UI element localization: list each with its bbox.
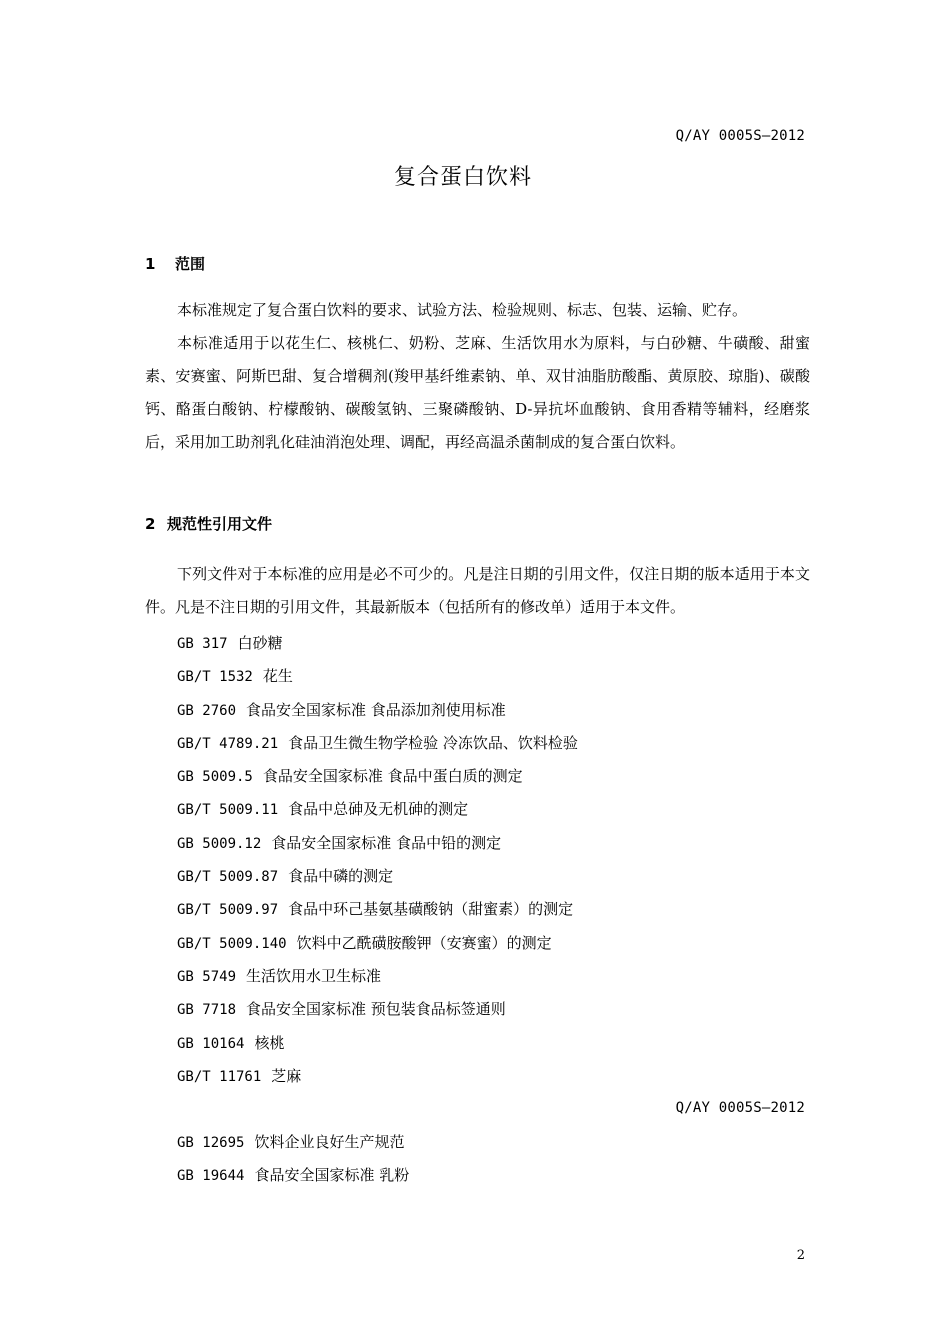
- reference-item: [177, 793, 578, 826]
- reference-item: [177, 694, 578, 727]
- reference-name: 饮料中乙酰磺胺酸钾（安赛蜜）的测定: [296, 933, 552, 952]
- header-standard-code: Q/AY 0005S—2012: [675, 128, 805, 144]
- reference-name: 食品中环己基氨基磺酸钠（甜蜜素）的测定: [288, 900, 574, 919]
- section-2-number: 2: [145, 515, 156, 533]
- reference-code: GB/T 5009.97: [177, 902, 279, 919]
- reference-code: GB 19644: [177, 1168, 245, 1185]
- reference-code: GB/T 4789.21: [177, 735, 279, 752]
- reference-item: [177, 1027, 578, 1060]
- reference-item: [177, 727, 578, 760]
- section-1-paragraph-2: 本标准适用于以花生仁、核桃仁、奶粉、芝麻、生活饮用水为原料，与白砂糖、牛磺酸、甜蜜素、安赛蜜、阿斯巴甜、复合增稠剂(羧甲基纤维素钠、单、双甘油脂肪酸酯、黄原胶、琼脂)、碳酸钙、酪蛋白酸钠、柠檬酸钠、碳酸氢钠、三聚磷酸钠、D-异抗坏血酸钠、食用香精等辅料，经磨浆后，采用加工助剂乳化硅油消泡处理、调配，再经高温杀菌制成的复合蛋白饮料。: [145, 334, 810, 451]
- mid-page-standard-code: Q/AY 0005S—2012: [675, 1100, 805, 1116]
- reference-code: GB/T 5009.87: [177, 869, 279, 886]
- reference-item: [177, 1060, 578, 1093]
- reference-name: 食品卫生微生物学检验 冷冻饮品、饮料检验: [288, 733, 578, 752]
- page-number: 2: [796, 1248, 805, 1263]
- reference-code: GB 5749: [177, 968, 237, 985]
- reference-name: 核桃: [254, 1033, 285, 1052]
- reference-code: GB 5009.12: [177, 835, 262, 852]
- reference-name: 花生: [262, 667, 293, 686]
- reference-name: 饮料企业良好生产规范: [254, 1133, 405, 1151]
- reference-code: GB 5009.5: [177, 769, 253, 786]
- reference-name: 食品中总砷及无机砷的测定: [288, 800, 469, 819]
- reference-item: [177, 893, 578, 926]
- reference-code: GB/T 5009.140: [177, 935, 287, 952]
- reference-name: 芝麻: [271, 1066, 302, 1085]
- reference-code: GB 7718: [177, 1002, 237, 1019]
- reference-code: GB/T 1532: [177, 669, 253, 686]
- reference-code: GB 10164: [177, 1035, 245, 1052]
- section-2-paragraph-1: 下列文件对于本标准的应用是必不可少的。凡是注日期的引用文件，仅注日期的版本适用于本文件。凡是不注日期的引用文件，其最新版本（包括所有的修改单）适用于本文件。: [145, 565, 810, 616]
- reference-item: [177, 627, 578, 660]
- reference-name: 食品安全国家标准 乳粉: [254, 1166, 410, 1185]
- section-1-heading: [145, 253, 205, 274]
- reference-code: GB 2760: [177, 702, 237, 719]
- reference-name: 生活饮用水卫生标准: [246, 966, 382, 985]
- section-1-number: 1: [145, 255, 156, 273]
- section-2-heading: [145, 513, 272, 534]
- document-title: 复合蛋白饮料: [393, 165, 532, 190]
- section-2-title: 规范性引用文件: [167, 515, 273, 533]
- reference-item: [177, 760, 578, 793]
- reference-code: GB/T 5009.11: [177, 802, 279, 819]
- reference-item: [177, 860, 578, 893]
- reference-item: [177, 1126, 409, 1159]
- reference-item: [177, 927, 578, 960]
- reference-name: 食品安全国家标准 预包装食品标签通则: [246, 1000, 506, 1019]
- reference-code: GB 12695: [177, 1135, 245, 1151]
- reference-item: [177, 660, 578, 693]
- section-1-paragraph-1: 本标准规定了复合蛋白饮料的要求、试验方法、检验规则、标志、包装、运输、贮存。: [177, 301, 748, 319]
- reference-item: [177, 827, 578, 860]
- reference-item: [177, 1159, 409, 1192]
- reference-item: [177, 993, 578, 1026]
- reference-name: 食品安全国家标准 食品添加剂使用标准: [246, 700, 506, 719]
- reference-list: [177, 627, 578, 1093]
- reference-list-continued: [177, 1126, 409, 1193]
- reference-name: 食品安全国家标准 食品中蛋白质的测定: [262, 767, 523, 786]
- reference-name: 白砂糖: [237, 634, 283, 652]
- section-1-title: 范围: [175, 255, 206, 273]
- reference-name: 食品安全国家标准 食品中铅的测定: [271, 833, 502, 852]
- reference-code: GB 317: [177, 636, 228, 652]
- reference-code: GB/T 11761: [177, 1068, 262, 1085]
- reference-item: [177, 960, 578, 993]
- reference-name: 食品中磷的测定: [288, 867, 394, 886]
